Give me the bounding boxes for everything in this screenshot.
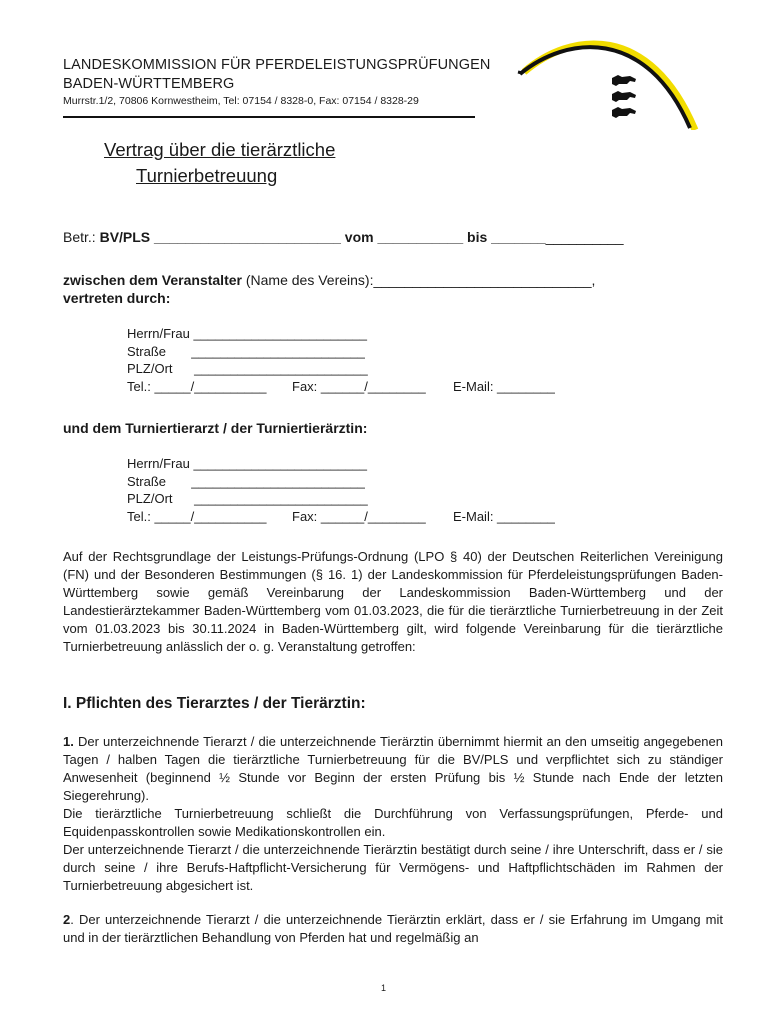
veranstalter-street-field[interactable]: Straße ________________________: [127, 344, 365, 359]
clause-1-number: 1.: [63, 734, 74, 749]
logo-black-arc: [520, 47, 690, 128]
legal-basis-paragraph: Auf der Rechtsgrundlage der Leistungs-Prüfungs-Ordnung (LPO § 40) der Deutschen Reiterlichen Vereinigung (FN) und der Besonderen Bestimmungen (§ 16. 1) der Landeskommission für Pferdeleistungsprüfungen Baden-Württemberg sowie gemäß Vereinbarung der Landeskommission Baden-Württemberg und der Landestierärztekammer Baden-Württemberg vom 01.03.2023, die für die tierärztliche Turnierbetreuung in der Zeit vom 01.03.2023 bis 30.11.2024 in Baden-Württemberg gilt, wird folgende Vereinbarung für die tierärztliche Turnierbetreuung anlässlich der o. g. Veranstaltung getroffen:: [63, 549, 723, 654]
page-number: 1: [381, 983, 387, 993]
veranstalter-fax-field[interactable]: Fax: ______/________: [292, 379, 426, 394]
clause-2-number: 2: [63, 912, 71, 927]
tierarzt-fax-field[interactable]: Fax: ______/________: [292, 509, 426, 524]
clause-1-scope-paragraph: Die tierärztliche Turnierbetreuung schließt die Durchführung von Verfassungsprüfungen, Pferde- und Equidenpasskontrollen sowie Medikationskontrollen ein.: [63, 806, 723, 839]
clause-2-paragraph: [63, 911, 723, 947]
veranstalter-city-field[interactable]: PLZ/Ort ________________________: [127, 361, 368, 376]
organization-name-line1: LANDESKOMMISSION FÜR PFERDELEISTUNGSPRÜFUNGEN: [63, 57, 491, 73]
organization-address: Murrstr.1/2, 70806 Kornwestheim, Tel: 07154 / 8328-0, Fax: 07154 / 8328-29: [63, 95, 419, 107]
clause-2-text: . Der unterzeichnende Tierarzt / die unterzeichnende Tierärztin erklärt, dass er / sie Erfahrung im Umgang mit und in der tierärztlichen Behandlung von Pferden hat und regelmäßig an: [63, 912, 723, 945]
betr-line: [63, 229, 624, 245]
tierarzt-email-field[interactable]: E-Mail: ________: [453, 509, 555, 524]
veranstalter-name-field[interactable]: Herrn/Frau ________________________: [127, 326, 367, 341]
tierarzt-street-field[interactable]: Straße ________________________: [127, 474, 365, 489]
clause-1-paragraph: [63, 733, 723, 805]
document-title-line1: Vertrag über die tierärztliche: [104, 139, 336, 160]
clause-1-text: Der unterzeichnende Tierarzt / die unterzeichnende Tierärztin übernimmt hiermit an den umseitig angegebenen Tagen / halben Tagen die tierärztliche Turnierbetreuung für die BV/PLS und verpflichtet sich zu ständiger Anwesenheit (beginnend ½ Stunde vor Beginn der ersten Prüfung bis ½ Stunde nach Ende der letzten Siegerehrung).: [63, 734, 723, 803]
vertreten-durch-label: vertreten durch:: [63, 290, 171, 306]
turniertierarzt-heading: und dem Turniertierarzt / der Turniertierärztin:: [63, 420, 368, 436]
tierarzt-city-field[interactable]: PLZ/Ort ________________________: [127, 491, 368, 506]
veranstalter-label: zwischen dem Veranstalter: [63, 272, 242, 288]
betr-vom-field[interactable]: vom ___________: [344, 229, 464, 245]
veranstalter-email-field[interactable]: E-Mail: ________: [453, 379, 555, 394]
document-title-line2: Turnierbetreuung: [136, 165, 278, 186]
tierarzt-name-field[interactable]: Herrn/Frau ________________________: [127, 456, 367, 471]
betr-bis-field[interactable]: __________: [545, 229, 624, 245]
header-divider: [63, 116, 475, 118]
betr-bvpls-field[interactable]: BV/PLS ________________________: [99, 229, 341, 245]
lion-icon: [612, 75, 636, 118]
veranstalter-line: [63, 272, 595, 288]
section-heading-pflichten: I. Pflichten des Tierarztes / der Tierärztin:: [63, 695, 366, 712]
vereinsname-field[interactable]: (Name des Vereins):____________________________,: [241, 272, 596, 288]
betr-bis-label: bis _______: [467, 229, 546, 245]
organization-name-line2: BADEN-WÜRTTEMBERG: [63, 76, 235, 92]
tierarzt-phone-field[interactable]: Tel.: _____/__________: [127, 509, 267, 524]
clause-1-insurance-paragraph: Der unterzeichnende Tierarzt / die unterzeichnende Tierärztin bestätigt durch seine / ihre Unterschrift, dass er / sie durch seine / ihre Berufs-Haftpflicht-Versicherung für Vermögens- und Haftpflichtschäden im Rahmen der Turnierbetreuung abgesichert ist.: [63, 842, 723, 893]
coat-of-arms-logo: [500, 26, 700, 130]
betr-prefix: Betr.:: [63, 229, 96, 245]
veranstalter-phone-field[interactable]: Tel.: _____/__________: [127, 379, 267, 394]
